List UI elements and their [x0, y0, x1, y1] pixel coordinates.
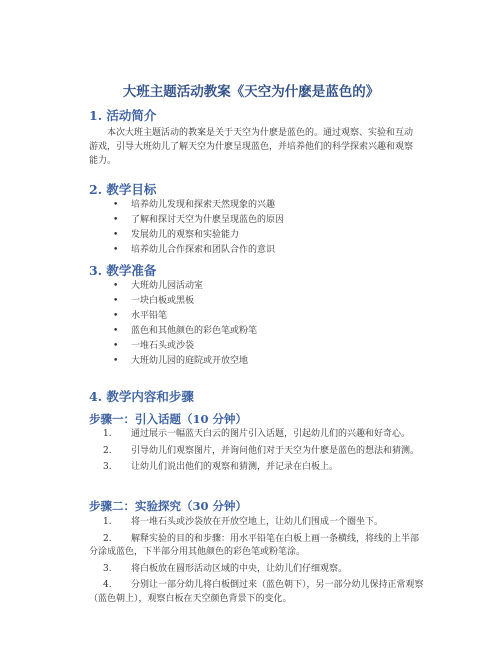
- list-item-text: 大班幼儿园的庭院或开放空地: [131, 356, 249, 366]
- step-1-heading: 步骤一：引入话题（10 分钟）: [89, 412, 248, 426]
- list-item: [89, 294, 257, 309]
- list-item-text: 一块白板或黑板: [131, 296, 195, 306]
- bullet-icon: •: [113, 311, 119, 321]
- list-item: [89, 228, 284, 243]
- list-item-text: 水平铅笔: [131, 311, 168, 321]
- list-item-text: 将白板放在圆形活动区域的中央，让幼儿们仔细观察。: [131, 563, 348, 574]
- list-item: [89, 324, 257, 339]
- section-3-heading: 3. 教学准备: [89, 263, 157, 278]
- list-item-text: 了解和探讨天空为什麽呈现蓝色的原因: [131, 215, 285, 225]
- bullet-icon: •: [113, 341, 119, 351]
- list-item: [89, 339, 257, 354]
- list-item-text: 分别让一部分幼儿将白板倒过来（蓝色朝下），另一部分幼儿保持正常观察（蓝色朝上），观察白板在天空颜色背景下的变化。: [89, 580, 424, 604]
- step-2-heading: 步骤二：实验探究（30 分钟）: [89, 499, 248, 513]
- list-item: [89, 579, 424, 606]
- section-3-list: [89, 279, 257, 369]
- list-item: [89, 516, 424, 530]
- list-item: [89, 445, 424, 459]
- list-item-text: 发展幼儿的观察和实验能力: [131, 230, 240, 240]
- section-1-heading: 1. 活动简介: [89, 108, 157, 123]
- list-item: [89, 198, 284, 213]
- list-item-text: 解释实验的目的和步骤：用水平铅笔在白板上画一条横线，将线的上半部分涂成蓝色，下半部分用其他颜色的彩色笔或粉笔涂。: [89, 533, 420, 557]
- bullet-icon: •: [113, 356, 119, 366]
- list-item: [89, 213, 284, 228]
- list-item-text: 蓝色和其他颜色的彩色笔或粉笔: [131, 326, 258, 336]
- list-item: [89, 563, 424, 577]
- bullet-icon: •: [113, 230, 119, 240]
- list-item-text: 通过展示一幅蓝天白云的图片引入话题，引起幼儿们的兴趣和好奇心。: [131, 429, 411, 439]
- list-item-number: 1.: [103, 517, 112, 527]
- section-2-list: [89, 198, 284, 258]
- section-4-heading: 4. 教学内容和步骤: [89, 389, 194, 404]
- list-item-number: 3.: [103, 462, 112, 472]
- step-1-list: [89, 428, 424, 478]
- document-title: 大班主题活动教案《天空为什麽是蓝色的》: [122, 84, 380, 100]
- section-2-heading: 2. 教学目标: [89, 182, 157, 197]
- bullet-icon: •: [113, 296, 119, 306]
- list-item: [89, 354, 257, 369]
- list-item: [89, 243, 284, 258]
- list-item-number: 2.: [103, 533, 112, 544]
- list-item-text: 引导幼儿们观察图片，并询问他们对于天空为什麽是蓝色的想法和猜测。: [131, 445, 420, 456]
- section-1-paragraph: 本次大班主题活动的教案是关于天空为什麽是蓝色的。通过观察、实验和互动游戏，引导大班幼儿了解天空为什麽呈现蓝色，并培养他们的科学探索兴趣和观察能力。: [89, 128, 414, 166]
- list-item-number: 1.: [103, 429, 112, 439]
- list-item: [89, 279, 257, 294]
- list-item: [89, 461, 424, 475]
- list-item-number: 2.: [103, 445, 112, 456]
- list-item: [89, 309, 257, 324]
- bullet-icon: •: [113, 281, 119, 291]
- list-item-text: 大班幼儿园活动室: [131, 281, 204, 291]
- list-item-number: 3.: [103, 563, 112, 574]
- list-item-text: 一堆石头或沙袋: [131, 341, 195, 351]
- list-item-text: 培养幼儿发现和探索天然现象的兴趣: [131, 200, 276, 210]
- list-item-number: 4.: [103, 580, 112, 590]
- bullet-icon: •: [113, 200, 119, 210]
- bullet-icon: •: [113, 245, 119, 255]
- bullet-icon: •: [113, 326, 119, 336]
- list-item: [89, 428, 424, 442]
- list-item: [89, 533, 424, 560]
- bullet-icon: •: [113, 215, 119, 225]
- list-item-text: 将一堆石头或沙袋放在开放空地上，让幼儿们围成一个圈坐下。: [131, 517, 384, 527]
- list-item-text: 培养幼儿合作探索和团队合作的意识: [131, 245, 276, 255]
- step-2-list: [89, 516, 424, 609]
- list-item-text: 让幼儿们说出他们的观察和猜测，并记录在白板上。: [131, 462, 339, 472]
